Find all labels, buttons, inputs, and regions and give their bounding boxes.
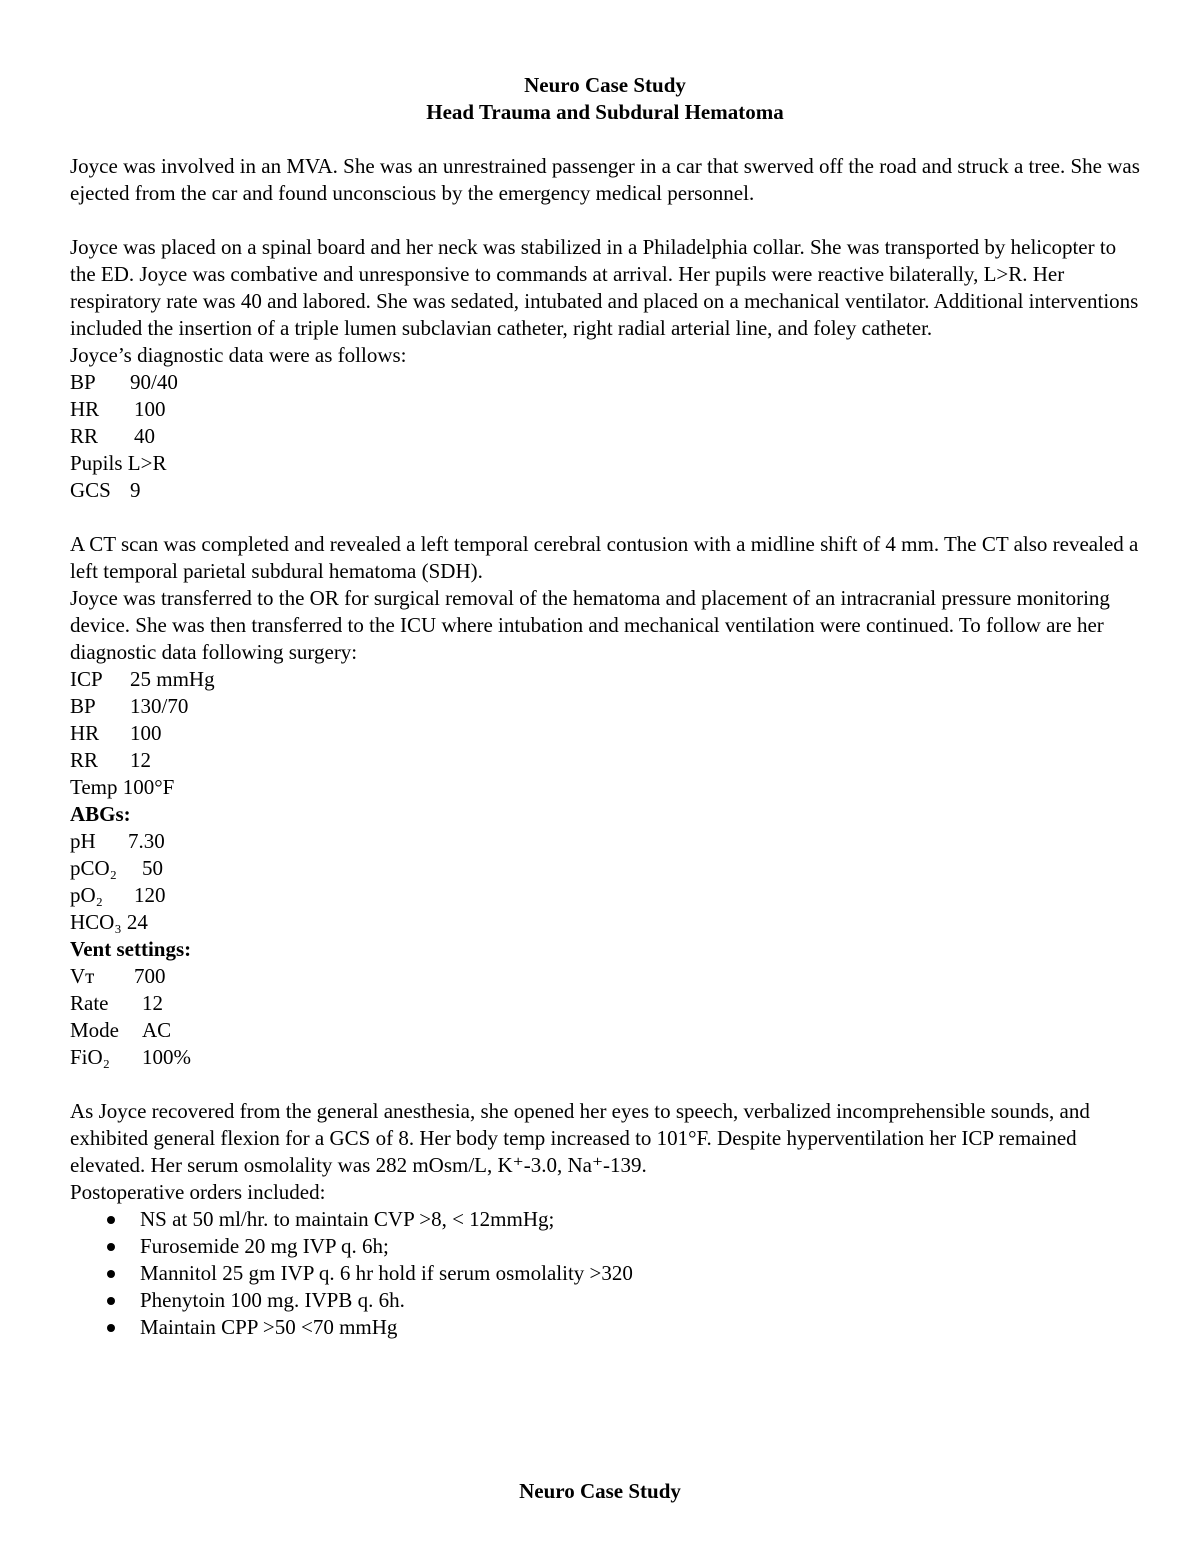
abgs-list [70,828,1140,936]
data-row [70,990,1140,1017]
initial-data-list [70,369,1140,504]
data-label: pH [70,829,96,853]
data-label: HCO₃ [70,910,122,934]
data-row [70,1044,1140,1071]
data-row [70,369,1140,396]
list-item: NS at 50 ml/hr. to maintain CVP >8, < 12mmHg; [140,1206,1140,1233]
list-item: Furosemide 20 mg IVP q. 6h; [140,1233,1140,1260]
data-value: 12 [142,991,163,1015]
data-value: 9 [130,478,141,502]
data-row [70,666,1140,693]
data-value: 130/70 [130,694,189,718]
data-row [70,747,1140,774]
data-row [70,720,1140,747]
data-value: 100°F [122,775,175,799]
data-label: RR [70,424,99,448]
data-label: RR [70,748,99,772]
data-label: Mode [70,1018,119,1042]
intro-paragraph-2: Joyce was placed on a spinal board and her neck was stabilized in a Philadelphia collar. She was transported by helicopter to the ED. Joyce was combative and unresponsive to commands at arrival. Her pupils were reactive bilaterally, L>R. Her respiratory rate was 40 and labored. She was sedated, intubated and placed on a mechanical ventilator. Additional interventions included the insertion of a triple lumen subclavian catheter, right radial arterial line, and foley catheter. [70,235,1139,340]
page-footer-title: Neuro Case Study [519,1479,681,1503]
data-row [70,450,1140,477]
orders-lead: Postoperative orders included: [70,1180,326,1204]
data-row [70,882,1140,909]
post-surgery-data-list [70,666,1140,801]
data-value: 120 [134,883,166,907]
data-row [70,828,1140,855]
vent-settings-heading: Vent settings: [70,937,192,961]
data-label: GCS [70,478,111,502]
spacer [70,504,1140,531]
data-value: 700 [134,964,166,988]
data-row [70,423,1140,450]
data-value: 100 [134,397,166,421]
diagnostic-lead: Joyce’s diagnostic data were as follows: [70,343,407,367]
data-label: BP [70,694,96,718]
data-value: 7.30 [128,829,165,853]
ct-paragraph-1: A CT scan was completed and revealed a left temporal cerebral contusion with a midline shift of 4 mm. The CT also revealed a left temporal parietal subdural hematoma (SDH). [70,532,1139,583]
document-title: Neuro Case Study [524,73,686,97]
data-label: Pupils [70,451,123,475]
data-row [70,1017,1140,1044]
data-value: L>R [127,451,167,475]
data-value: 100% [142,1045,191,1069]
data-row [70,693,1140,720]
data-value: 12 [130,748,151,772]
data-label: ICP [70,667,103,691]
data-label: HR [70,721,100,745]
data-row [70,855,1140,882]
spacer [70,126,1140,153]
data-row [70,774,1140,801]
data-row [70,963,1140,990]
data-label: Vᴛ [70,964,95,988]
data-value: 25 mmHg [130,667,215,691]
list-item: Maintain CPP >50 <70 mmHg [140,1314,1140,1341]
postoperative-orders-list [70,1206,1140,1341]
ct-paragraph-2: Joyce was transferred to the OR for surgical removal of the hematoma and placement of an intracranial pressure monitoring device. She was then transferred to the ICU where intubation and mechanical ventilation were continued. To follow are her diagnostic data following surgery: [70,586,1110,664]
data-label: Temp [70,775,118,799]
data-row [70,909,1140,936]
vent-settings-list [70,963,1140,1071]
data-value: 100 [130,721,162,745]
data-label: pCO₂ [70,856,117,880]
list-item: Mannitol 25 gm IVP q. 6 hr hold if serum osmolality >320 [140,1260,1140,1287]
document-page [70,72,1140,1341]
data-label: pO₂ [70,883,103,907]
abgs-heading: ABGs: [70,802,131,826]
data-value: 40 [134,424,155,448]
list-item: Phenytoin 100 mg. IVPB q. 6h. [140,1287,1140,1314]
recovery-paragraph: As Joyce recovered from the general anesthesia, she opened her eyes to speech, verbalized incomprehensible sounds, and exhibited general flexion for a GCS of 8. Her body temp increased to 101°F. Despite hyperventilation her ICP remained elevated. Her serum osmolality was 282 mOsm/L, K⁺-3.0, Na⁺-139. [70,1099,1090,1177]
data-label: FiO₂ [70,1045,111,1069]
data-label: Rate [70,991,109,1015]
data-row [70,477,1140,504]
data-label: HR [70,397,100,421]
data-value: AC [142,1018,172,1042]
data-label: BP [70,370,96,394]
data-value: 50 [142,856,163,880]
spacer [70,207,1140,234]
data-row [70,396,1140,423]
data-value: 24 [126,910,148,934]
intro-paragraph-1: Joyce was involved in an MVA. She was an unrestrained passenger in a car that swerved off the road and struck a tree. She was ejected from the car and found unconscious by the emergency medical personnel. [70,154,1140,205]
document-subtitle: Head Trauma and Subdural Hematoma [426,100,784,124]
spacer [70,1071,1140,1098]
data-value: 90/40 [130,370,178,394]
